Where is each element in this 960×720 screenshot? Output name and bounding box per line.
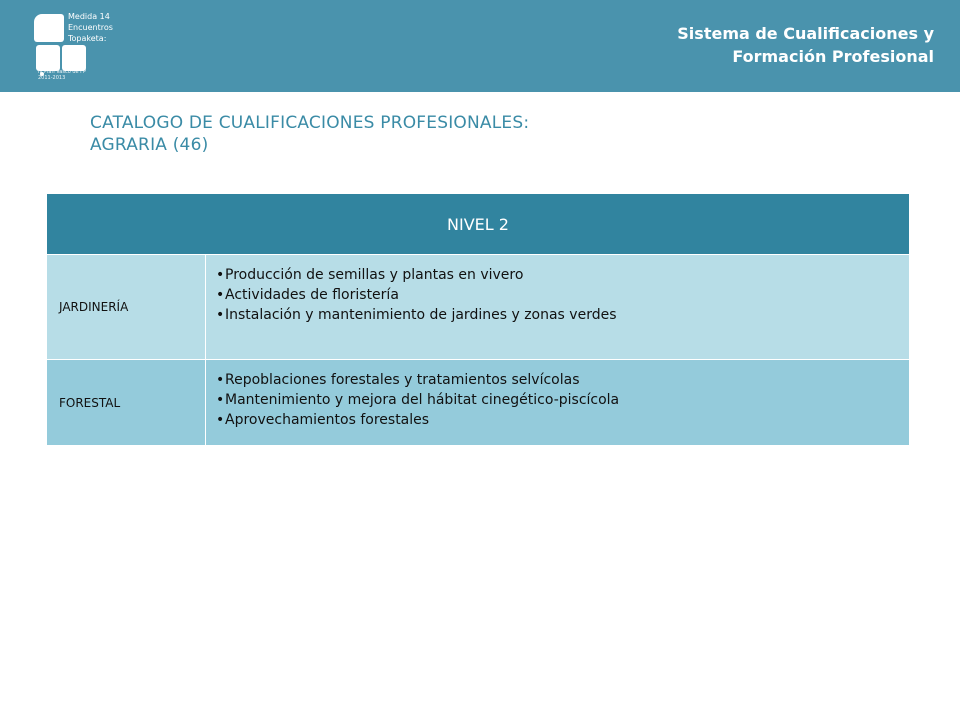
- brand-title: [677, 22, 934, 68]
- logo-tile: [34, 14, 64, 42]
- qualification-list: [206, 255, 617, 359]
- list-item: • Repoblaciones forestales y tratamientos selvícolas: [216, 370, 619, 390]
- row-category: JARDINERÍA: [47, 255, 206, 359]
- list-item: • Actividades de floristería: [216, 285, 617, 305]
- page-title: [90, 112, 529, 156]
- logo-tile: [36, 45, 60, 71]
- table-header: NIVEL 2: [47, 194, 909, 255]
- logo-subtext: [38, 69, 86, 81]
- logo-tile: [62, 45, 86, 71]
- logo-sub-line: III Plan Vasco de FP: [38, 69, 87, 75]
- brand-line: Sistema de Cualificaciones y: [677, 24, 934, 43]
- qualifications-table: [47, 194, 909, 446]
- logo-text: [68, 11, 113, 44]
- logo-line: Medida 14: [68, 12, 110, 21]
- logo-line: Topaketa:: [68, 34, 107, 43]
- list-item: • Mantenimiento y mejora del hábitat cinegético-piscícola: [216, 390, 619, 410]
- title-line: AGRARIA (46): [90, 135, 209, 155]
- list-item: • Aprovechamientos forestales: [216, 410, 619, 430]
- logo-sub-line: 2011-2013: [38, 75, 66, 81]
- table-row-jardineria: [47, 255, 909, 360]
- title-line: CATALOGO DE CUALIFICACIONES PROFESIONALES:: [90, 113, 530, 133]
- list-item: • Instalación y mantenimiento de jardines y zonas verdes: [216, 305, 617, 325]
- qualification-list: [206, 360, 619, 445]
- row-category: FORESTAL: [47, 360, 206, 445]
- logo-line: Encuentros: [68, 23, 113, 32]
- table-row-forestal: [47, 360, 909, 446]
- header-bar: [0, 0, 960, 92]
- list-item: • Producción de semillas y plantas en vivero: [216, 265, 617, 285]
- brand-line: Formación Profesional: [732, 47, 934, 66]
